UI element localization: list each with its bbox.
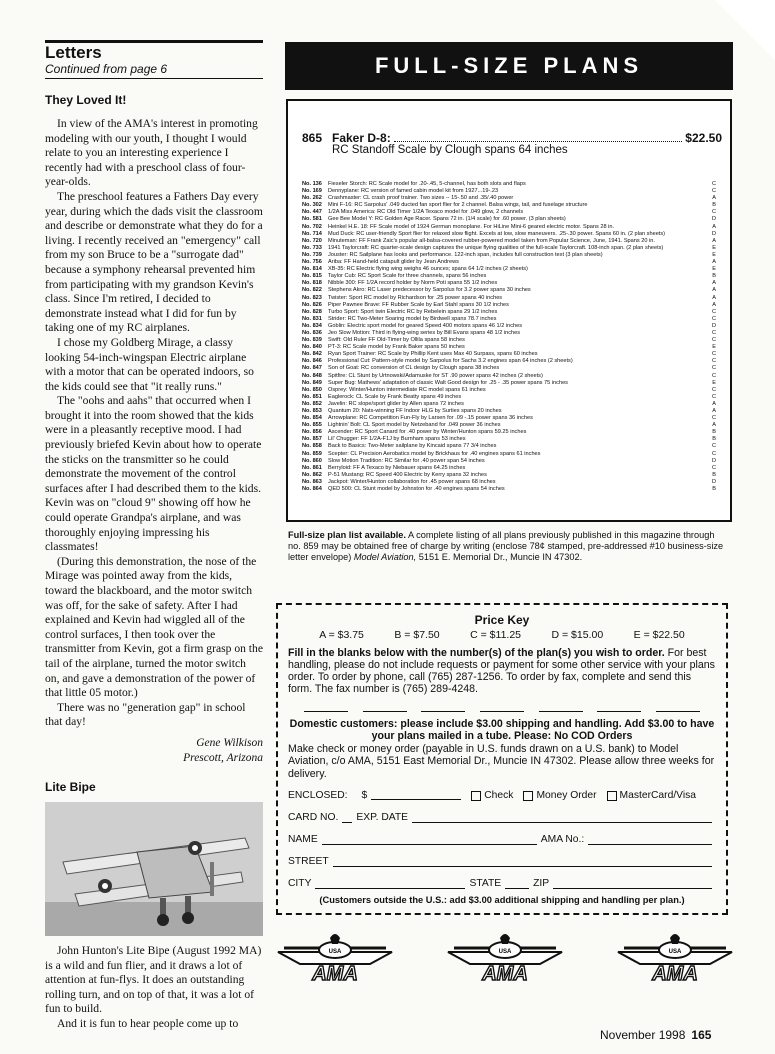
plan-row	[302, 429, 716, 436]
logo-text: AMA	[312, 963, 358, 985]
plan-number: No. 853	[302, 408, 322, 414]
plan-price-code: E	[712, 244, 716, 251]
plan-description: Jouster: RC Sailplane has looks and performance. 122-inch span, includes full construction text (3 plan sheets)	[328, 251, 603, 258]
plan-row	[302, 443, 716, 450]
plan-price-code: C	[711, 351, 716, 358]
plan-description: Stephens Akro: RC Laser predecessor by Sarpolus for 3.2 power spans 30 inches	[328, 287, 531, 294]
plan-row	[302, 209, 716, 216]
ama-logo-icon	[270, 930, 400, 995]
biplane-illustration	[45, 802, 263, 936]
biplane-photo	[45, 802, 263, 936]
plan-number: No. 262	[302, 195, 322, 202]
plan-row	[302, 436, 716, 443]
plan-row	[302, 351, 716, 358]
plan-price-code: E	[712, 344, 716, 351]
footnote-address: 5151 E. Memorial Dr., Muncie IN 47302.	[416, 552, 583, 563]
check-label: Check	[484, 790, 514, 802]
plan-description: Spitfire: CL Stunt by Urtnowski/Adamuske for ST .90 power spans 42 inches (2 sheets)	[328, 372, 543, 379]
plan-price-code: C	[711, 358, 716, 365]
plan-row	[302, 224, 716, 231]
plan-row	[302, 302, 716, 309]
money-order-option[interactable]	[523, 790, 596, 801]
plan-number: No. 836	[302, 329, 322, 336]
domestic-notice	[288, 718, 716, 780]
plan-description: Jackpot: Winter/Hunton collaboration for .45 power spans 68 inches	[328, 478, 496, 485]
money-order-checkbox[interactable]	[523, 791, 533, 801]
plan-description: Scepter: CL Precision Aerobatics model by Brickhaus for .40 engines spans 61 inches	[328, 450, 541, 457]
plan-price-code: A	[712, 223, 716, 230]
plan-number-field[interactable]	[304, 705, 348, 712]
letter-paragraph: (During this demonstration, the nose of the Mirage was pointed away from the kids, toward the blackboard, and the motor switch was off, for the sake of safety. After I had explained and Kevin had wiggled all of the control surfaces, I then took over the transmitter from Kevin, got a firm grasp on the tail of the airplane, turned the motor switch on, and gave a demonstration of the power of that little 05 motor.)	[45, 554, 263, 700]
plan-description: Ariba: FF Hand-held catapult glider by Jean Andrews	[328, 259, 459, 266]
zip-label: ZIP	[533, 878, 550, 890]
plan-row	[302, 309, 716, 316]
letter-paragraph: In view of the AMA's interest in promoting modeling with our youth, I thought I would relate to you an interesting experience I recently had with a preschool class of four-year-olds.	[45, 117, 258, 189]
exp-date-field[interactable]	[412, 814, 712, 823]
enclosed-label: ENCLOSED:	[288, 790, 348, 802]
plans-banner	[285, 42, 733, 90]
price-e: E = $22.50	[633, 629, 685, 641]
plan-price-code: C	[711, 450, 716, 457]
plan-price-code: D	[711, 478, 716, 485]
plan-number: No. 863	[302, 478, 322, 485]
plan-row	[302, 188, 716, 195]
card-no-field[interactable]	[342, 814, 352, 823]
plan-row	[302, 358, 716, 365]
street-field[interactable]	[333, 858, 712, 867]
plan-number: No. 136	[302, 181, 322, 187]
featured-plan-subtitle: RC Standoff Scale by Clough spans 64 inches	[332, 144, 568, 156]
price-b: B = $7.50	[394, 629, 440, 641]
plan-row	[302, 259, 716, 266]
plan-description: XB-35: RC Electric flying wing weighs 46 ounces; spans 64 1/2 inches (2 sheets)	[328, 266, 528, 273]
plan-row	[302, 479, 716, 486]
price-a: A = $3.75	[319, 629, 364, 641]
plan-number: No. 828	[302, 308, 322, 315]
plan-row	[302, 216, 716, 223]
price-key	[304, 629, 700, 641]
payment-row	[288, 790, 716, 801]
plan-row	[302, 458, 716, 465]
plan-description: Eaglerock: CL Scale by Frank Beatty spans 49 inches	[328, 393, 462, 400]
plan-number: No. 861	[302, 464, 322, 471]
plan-number: No. 850	[302, 386, 322, 393]
plan-price-code: C	[711, 315, 716, 322]
plan-number: No. 302	[302, 202, 322, 209]
plan-number: No. 852	[302, 400, 322, 407]
plan-description: Turbo Sport: Sport twin Electric RC by Rebelein spans 29 1/2 inches	[328, 308, 498, 315]
plan-number: No. 739	[302, 251, 322, 258]
plan-row	[302, 415, 716, 422]
plan-price-code: D	[711, 216, 716, 223]
featured-plan-price: $22.50	[685, 131, 722, 145]
exp-date-label: EXP. DATE	[356, 812, 409, 824]
price-c: C = $11.25	[470, 629, 522, 641]
plan-description: Dennyplane: RC version of famed cabin model kit from 1927...19-.23	[328, 188, 499, 195]
plan-description: Ascender: RC Sport Canard for .40 power by Winter/Hunton spans 59.25 inches	[328, 429, 527, 436]
plan-number: No. 847	[302, 365, 322, 372]
outside-us-notice: (Customers outside the U.S.: add $3.00 additional shipping and handling per plan.)	[319, 895, 685, 906]
plan-price-code: A	[712, 259, 716, 266]
plan-number: No. 855	[302, 422, 322, 429]
letters-column	[45, 40, 263, 1032]
plan-description: Mud Duck: RC user-friendly Sport flier for relaxed slow flight. Excels at low, slow maneuvers. .25-.30 power. Spans 60 in. (2 plan sheets)	[328, 230, 666, 237]
plan-price-code: C	[711, 329, 716, 336]
plan-number-field[interactable]	[539, 705, 583, 712]
plan-price-code: E	[712, 379, 716, 386]
plan-row	[302, 273, 716, 280]
plan-row	[302, 465, 716, 472]
page-number: 165	[691, 1028, 712, 1042]
plan-row	[302, 323, 716, 330]
plan-number: No. 834	[302, 322, 322, 329]
name-row	[288, 827, 716, 845]
plan-row	[302, 287, 716, 294]
plan-description: Berryloid: FF A Texaco by Niebauer spans 64.25 inches	[328, 464, 466, 471]
plan-price-code: D	[711, 457, 716, 464]
plan-price-code: C	[711, 443, 716, 450]
name-field[interactable]	[322, 836, 537, 845]
continued-note: Continued from page 6	[45, 62, 263, 79]
plan-row	[302, 280, 716, 287]
plan-description: Mini F-16: RC Sarpolus' .049 ducted fan sport flier for 2 channel. Balsa wings, tail, and fuselage structure	[328, 202, 588, 209]
plan-price-code: A	[712, 287, 716, 294]
price-d: D = $15.00	[551, 629, 604, 641]
plan-number: No. 851	[302, 393, 322, 400]
plan-number: No. 169	[302, 188, 322, 195]
street-label: STREET	[288, 856, 329, 868]
plan-row	[302, 337, 716, 344]
plan-number-field[interactable]	[656, 705, 700, 712]
lite-bipe-body	[45, 944, 263, 1032]
footnote-italic: Model Aviation,	[353, 552, 417, 563]
plan-list-footnote	[288, 530, 728, 564]
plan-description: Quantum 20: Nats-winning FF Indoor HLG by Surties spans 20 inches	[328, 408, 502, 414]
logo-country: USA	[668, 949, 682, 955]
plan-price-code: D	[711, 230, 716, 237]
city-label: CITY	[288, 878, 312, 890]
plan-description: Heinkel H.E. 18: FF Scale model of 1924 German monoplane. For HiLine Mini-6 geared electric motor. Spans 28 in.	[328, 223, 615, 230]
plan-list	[302, 181, 716, 493]
plan-price-code: C	[711, 209, 716, 216]
plan-row	[302, 344, 716, 351]
card-checkbox[interactable]	[607, 791, 617, 801]
plan-price-code: C	[711, 464, 716, 471]
letter-paragraph: The preschool features a Fathers Day every year, during which the dads visit the classroom and describe or demonstrate what they do for a living. I recently received an "emergency" call from my son Bruce to be a "surrogate dad" because a symphony rehearsal prevented him from participating with my grandson Kevin's class. Since I'm retired, I decided to demonstrate instead what I did for fun by taking one of my RC airplanes.	[45, 189, 263, 335]
fill-instruction-bold: Fill in the blanks below with the number(s) of the plan(s) you wish to order.	[288, 647, 665, 659]
plan-row	[302, 401, 716, 408]
card-label: MasterCard/Visa	[619, 790, 697, 802]
plan-price-code: C	[711, 372, 716, 379]
plan-price-code: B	[712, 273, 716, 280]
plan-description: Javelin: RC slope/sport glider by Allen spans 72 inches	[328, 400, 464, 407]
letter-body	[45, 117, 263, 730]
plan-number: No. 822	[302, 287, 322, 294]
banner-title: FULL-SIZE PLANS	[374, 53, 644, 78]
plan-row	[302, 408, 716, 415]
footnote-text: A complete listing of all plans previously published in this magazine through no. 859 may be obtained free of charge by writing (enclose 78¢ stamped, pre-addressed #10 business-size letter envelope)	[288, 530, 724, 563]
plan-number: No. 720	[302, 237, 322, 244]
ama-logos	[270, 930, 740, 995]
plan-number: No. 831	[302, 315, 322, 322]
signature-place: Prescott, Arizona	[183, 751, 263, 764]
plan-price-code: A	[712, 408, 716, 414]
name-label: NAME	[288, 834, 318, 846]
featured-plan-title: Faker D-8:	[332, 131, 391, 145]
plan-number: No. 862	[302, 471, 322, 478]
plan-number: No. 714	[302, 230, 322, 237]
order-instructions	[288, 647, 716, 695]
plan-row	[302, 202, 716, 209]
city-row	[288, 871, 716, 889]
plan-number: No. 848	[302, 372, 322, 379]
ama-logo-icon	[610, 930, 740, 995]
issue-date: November 1998	[600, 1028, 686, 1042]
plan-price-code: C	[711, 393, 716, 400]
plan-description: Minuteman: FF Frank Zaic's popular all-balsa-covered rubber-powered model taken from Popular Science, June, 1941. Spans 20 in.	[328, 237, 655, 244]
plan-number: No. 447	[302, 209, 322, 216]
letter-subheading: They Loved It!	[45, 93, 127, 107]
page-footer	[600, 1028, 711, 1042]
plan-number: No. 826	[302, 301, 322, 308]
plan-number: No. 815	[302, 273, 322, 280]
plan-number: No. 818	[302, 280, 322, 287]
plan-row	[302, 380, 716, 387]
plan-price-code: C	[711, 386, 716, 393]
plan-row	[302, 195, 716, 202]
plan-number-field[interactable]	[363, 705, 407, 712]
state-label: STATE	[469, 878, 502, 890]
plan-row	[302, 365, 716, 372]
plan-row	[302, 295, 716, 302]
check-checkbox[interactable]	[471, 791, 481, 801]
plan-price-code: A	[712, 280, 716, 287]
plan-description: Piper Pawnee Brave: FF Rubber Scale by Earl Stahl spans 30 1/2 inches	[328, 301, 509, 308]
plan-price-code: C	[711, 188, 716, 195]
letters-heading: Letters	[45, 40, 263, 62]
plan-description: Back to Basics: Two-Meter sailplane by Kincaid spans 77 3/4 inches	[328, 443, 497, 450]
plan-row	[302, 472, 716, 479]
plan-description: QED 500: CL Stunt model by Johnston for .40 engines spans 54 inches	[328, 486, 505, 493]
dollar-sign: $	[361, 790, 368, 802]
plan-row	[302, 451, 716, 458]
plan-description: 1/2A Miss America: RC Old Timer 1/2A Texaco model for .049 glow, 2 channels	[328, 209, 524, 216]
plan-price-code: C	[711, 181, 716, 187]
plan-description: Lightnin' Bolt: CL Sport model by Netzeband for .049 power 36 inches	[328, 422, 501, 429]
leader-dots	[394, 133, 683, 142]
logo-country: USA	[498, 949, 512, 955]
fill-instruction-text: For best handling, please do not include requests or payment for some other service with your plans order. To order by phone, call (765) 287-1256. To order by fax, complete and send this form. The fax number is (765) 289-4248.	[288, 647, 715, 695]
letter-paragraph: I chose my Goldberg Mirage, a classy looking 54-inch-wingspan Electric airplane with a motor that can be operated indoors, so the kids could see that "it really runs."	[45, 335, 254, 393]
plan-number: No. 860	[302, 457, 322, 464]
plan-row	[302, 231, 716, 238]
plan-description: Slow Motion Tradition: RC Similar for .40 power span 54 inches	[328, 457, 485, 464]
plan-description: Ryan Sport Trainer: RC Scale by Phillip Kent uses Max 40 Surpass, spans 60 inches	[328, 351, 538, 358]
plan-row	[302, 245, 716, 252]
ama-no-label: AMA No.:	[540, 834, 585, 846]
plan-row	[302, 387, 716, 394]
logo-text: AMA	[652, 963, 698, 985]
plan-number-blanks	[304, 705, 700, 712]
plan-description: PT-3: RC Scale model by Frank Baker spans 50 inches	[328, 344, 465, 351]
ama-no-field[interactable]	[588, 836, 712, 845]
featured-plan	[302, 131, 722, 156]
logo-country: USA	[328, 949, 342, 955]
plan-row	[302, 394, 716, 401]
plan-number: No. 856	[302, 429, 322, 436]
card-option[interactable]	[607, 790, 697, 801]
plan-number: No. 864	[302, 486, 322, 493]
plan-description: Super Bug: Mathews' adaptation of classic Walt Good design for .25 - .35 power spans 75 inches	[328, 379, 568, 386]
plan-number: No. 581	[302, 216, 322, 223]
plan-number: No. 814	[302, 266, 322, 273]
plan-number: No. 859	[302, 450, 322, 457]
plan-description: Strider: RC Two-Meter Soaring model by Birdwell spans 78.7 inches	[328, 315, 497, 322]
plan-price-code: A	[712, 422, 716, 429]
plan-number: No. 702	[302, 223, 322, 230]
plan-description: Professional Cut: Pattern-style model by Sarpolus for Sachs 3.2 engines span 64 inches (2 sheets)	[328, 358, 573, 365]
plan-number-field[interactable]	[597, 705, 641, 712]
plan-description: Goblin: Electric sport model for geared Speed 400 motors spans 46 1/2 inches	[328, 322, 523, 329]
plan-number: No. 823	[302, 294, 322, 301]
city-field[interactable]	[315, 880, 465, 889]
zip-field[interactable]	[553, 880, 712, 889]
plan-price-code: B	[712, 202, 716, 209]
letter-paragraph: The "oohs and aahs" that occurred when I brought it into the room showed that the kids were in a pleasantly receptive mood. I had previously briefed Kevin about how to operate the sticks on the transmitter so he could demonstrate the movement of the control surfaces after I had described them to the kids. Kevin was on "cloud 9" showing off how he could operate Grandpa's airplane, and was thoroughly enjoying impressing his classmates!	[45, 394, 262, 554]
plan-description: Arrowplane: RC Competition Fun-Fly by Larsen for .09 -.15 power spans 36 inches	[328, 415, 533, 422]
plan-number-field[interactable]	[480, 705, 524, 712]
plan-row	[302, 422, 716, 429]
state-field[interactable]	[505, 880, 529, 889]
plan-price-code: C	[711, 365, 716, 372]
plan-description: Taylor Cub: RC Sport Scale for three channels, spans 56 inches	[328, 273, 487, 280]
plan-description: Lil' Chugger: FF 1/2A-F1J by Burnham spans 53 inches	[328, 436, 466, 443]
plan-description: Swift: Old Ruler FF Old-Timer by Ollila spans 58 inches	[328, 337, 465, 344]
logo-text: AMA	[482, 963, 528, 985]
amount-field[interactable]	[371, 791, 461, 800]
domestic-bold: Domestic customers: please include $3.00 shipping and handling. Add $3.00 to have your plans mailed in a tube. Please: No COD Orders	[289, 718, 715, 743]
plan-row	[302, 266, 716, 273]
plan-price-code: E	[712, 266, 716, 273]
lite-bipe-paragraph: John Hunton's Lite Bipe (August 1992 MA) is a wild and fun flier, and it draws a lot of attention at fun-flys. It does an outstanding rolling turn, and on top of that, it was a lot of fun to build.	[45, 943, 262, 1016]
plan-row	[302, 316, 716, 323]
plan-description: Son of Goat: RC conversion of CL design by Clough spans 38 inches	[328, 365, 500, 372]
money-order-label: Money Order	[536, 790, 597, 802]
plan-number: No. 858	[302, 443, 322, 450]
footnote-bold: Full-size plan list available.	[288, 530, 406, 540]
plan-number-field[interactable]	[421, 705, 465, 712]
plan-number: No. 839	[302, 337, 322, 344]
plan-price-code: B	[712, 436, 716, 443]
plan-description: P-51 Mustang: RC Speed 400 Electric by Kerry spans 32 inches	[328, 471, 487, 478]
plan-price-code: E	[712, 251, 716, 258]
plan-number: No. 842	[302, 351, 322, 358]
plan-row	[302, 486, 716, 493]
plan-description: Crashmaster: CL crash proof trainer. Two sizes -- 15-.50 and .35/.40 power	[328, 195, 514, 202]
featured-plan-number: 865	[302, 131, 323, 145]
plan-price-code: C	[711, 415, 716, 422]
street-row	[288, 849, 716, 867]
plan-price-code: B	[712, 471, 716, 478]
plan-number: No. 854	[302, 415, 322, 422]
lite-bipe-heading: Lite Bipe	[45, 779, 96, 794]
plan-description: 1941 Taylorcraft: RC quarter-scale design captures the unique flying qualities of the full-scale Taylorcraft. 108-inch span. (2 plan sheets)	[328, 244, 664, 251]
plan-row	[302, 238, 716, 245]
plan-price-code: A	[712, 195, 716, 202]
plan-price-code: C	[711, 337, 716, 344]
signature-name: Gene Wilkison	[196, 736, 263, 749]
order-form	[276, 603, 728, 915]
card-no-label: CARD NO.	[288, 812, 339, 824]
plan-row	[302, 373, 716, 380]
price-key-title: Price Key	[474, 613, 530, 627]
plan-price-code: A	[712, 301, 716, 308]
plan-price-code: B	[712, 429, 716, 436]
signature	[45, 736, 263, 766]
lite-bipe-paragraph: And it is fun to hear people come up to	[57, 1016, 239, 1030]
plan-price-code: A	[712, 294, 716, 301]
check-option[interactable]	[471, 790, 513, 801]
ama-logo-icon	[440, 930, 570, 995]
plan-number: No. 849	[302, 379, 322, 386]
plan-number: No. 846	[302, 358, 322, 365]
plan-price-code: A	[712, 237, 716, 244]
domestic-text: Make check or money order (payable in U.S. funds drawn on a U.S. bank) to Model Aviation, c/o AMA, 5151 East Memorial Dr., Muncie IN 47302. Please allow three weeks for delivery.	[288, 742, 715, 780]
plan-description: Gee Bee Model Y: RC Golden Age Racer. Spans 72 in. (1/4 scale) for .60 power. (3 plan sheets)	[328, 216, 566, 223]
letter-paragraph: There was no "generation gap" in school that day!	[45, 700, 246, 729]
plan-price-code: A	[712, 400, 716, 407]
plans-list-box	[286, 99, 732, 522]
plan-row	[302, 181, 716, 188]
plan-description: Osprey: Winter/Hunton intermediate RC model spans 61 inches	[328, 386, 486, 393]
plan-price-code: C	[711, 308, 716, 315]
plan-price-code: D	[711, 322, 716, 329]
plan-description: Fieseler Storch: RC Scale model for .20-.45, 5-channel, has both slots and flaps	[328, 181, 526, 187]
plan-number: No. 756	[302, 259, 322, 266]
plan-number: No. 857	[302, 436, 322, 443]
plan-number: No. 733	[302, 244, 322, 251]
plan-row	[302, 330, 716, 337]
plan-description: Nibble 300: FF 1/2A record holder by Norm Poti spans 55 1/2 inches	[328, 280, 498, 287]
plan-description: Jeo Slow Motion: Third in flying-wing series by Bill Evans spans 48 1/2 inches	[328, 329, 521, 336]
plan-number: No. 840	[302, 344, 322, 351]
plan-description: Twister: Sport RC model by Richardson for .25 power spans 40 inches	[328, 294, 503, 301]
plan-price-code: B	[712, 486, 716, 493]
plan-row	[302, 252, 716, 259]
card-row	[288, 805, 716, 823]
